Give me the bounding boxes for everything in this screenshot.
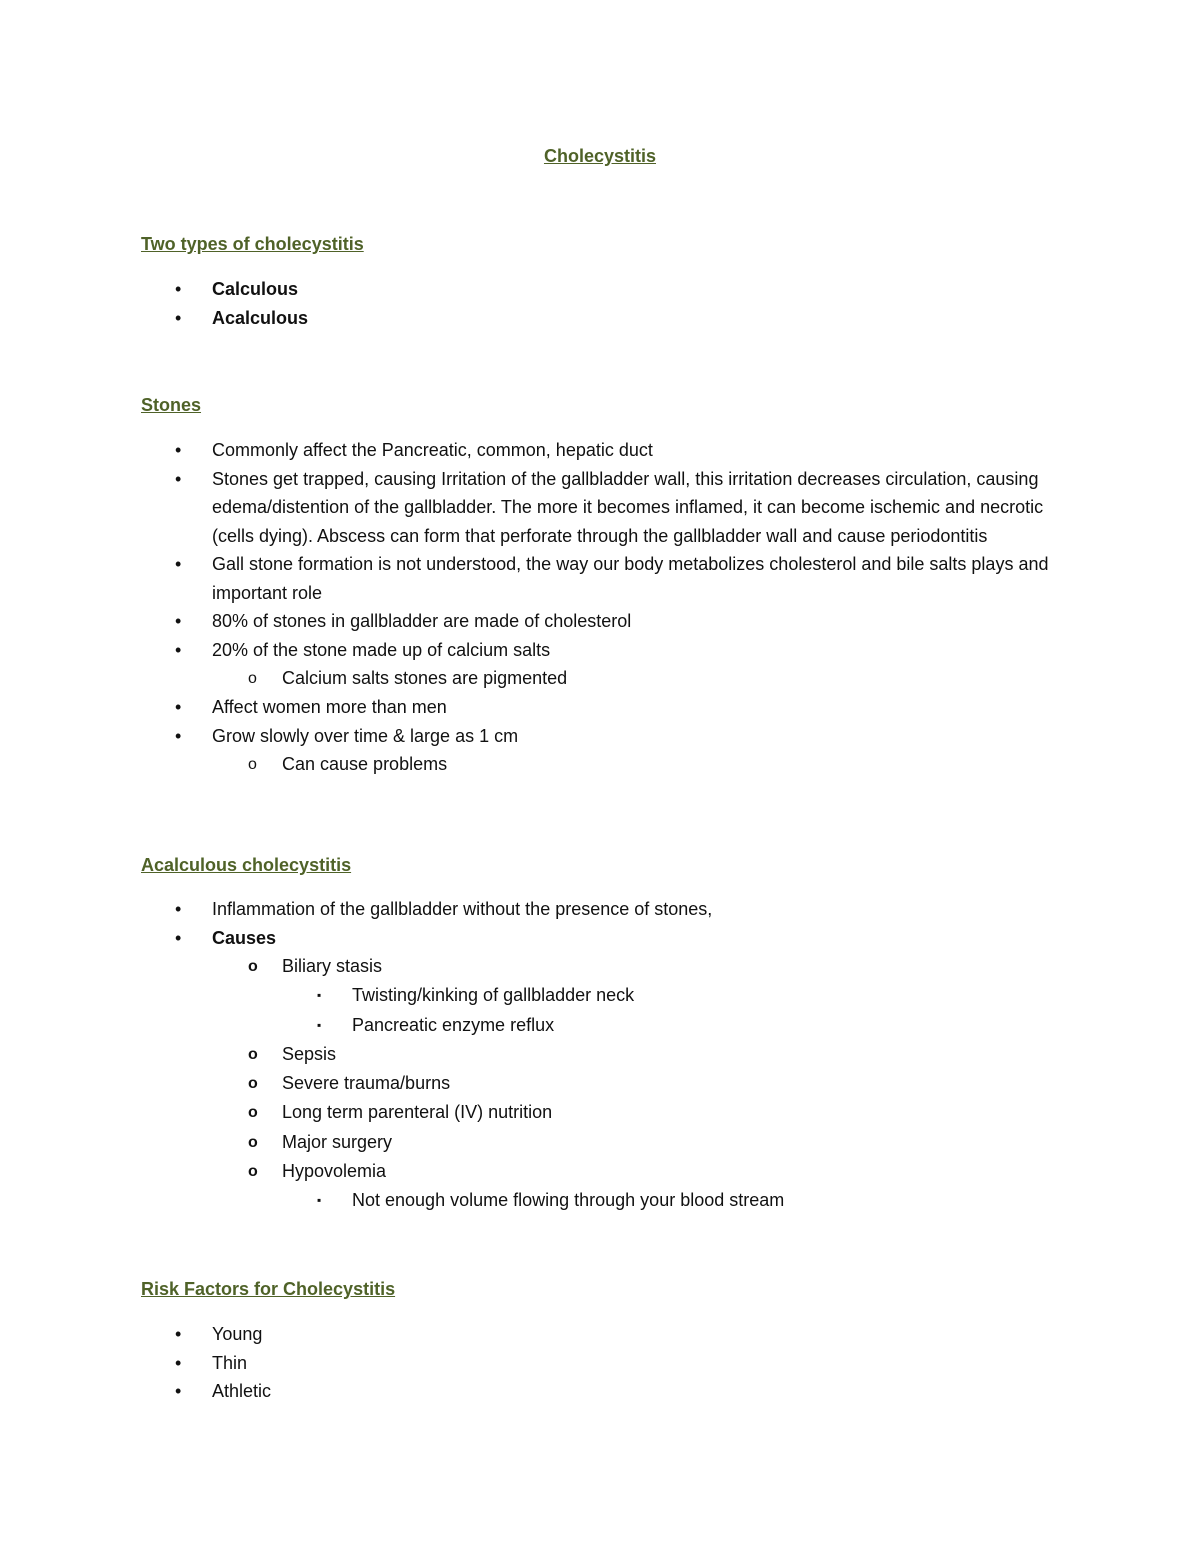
bullet-disc-icon: • <box>175 1324 182 1344</box>
sub-list-item: o Sepsis <box>141 1040 1071 1069</box>
bullet-circle-icon: o <box>248 958 258 975</box>
sub-sub-list-item: ▪ Not enough volume flowing through your blood stream <box>141 1186 1071 1215</box>
bullet-disc-icon: • <box>175 697 182 718</box>
sub-list-item: o Can cause problems <box>141 750 1071 779</box>
bullet-circle-icon: o <box>248 1075 258 1093</box>
bullet-disc-icon: • <box>175 554 182 574</box>
bullet-square-icon: ▪ <box>317 1193 322 1208</box>
bullet-disc-icon: • <box>175 611 182 631</box>
bullet-square-icon: ▪ <box>317 988 322 1003</box>
list-item: • Acalculous <box>141 304 1071 333</box>
bullet-circle-icon: o <box>248 1104 258 1122</box>
section-acalculous <box>141 852 1071 1216</box>
sub-list <box>212 664 1071 693</box>
sub-sub-list <box>282 1186 1071 1215</box>
bullet-list <box>141 436 1071 780</box>
section-heading: Acalculous cholecystitis <box>141 855 352 875</box>
bullet-list <box>141 895 1071 1216</box>
sub-sub-list-item: ▪ Twisting/kinking of gallbladder neck <box>141 981 1071 1010</box>
sub-sub-list <box>282 981 1071 1040</box>
sub-list-item: o Calcium salts stones are pigmented <box>141 664 1071 693</box>
bullet-square-icon: ▪ <box>317 1017 322 1032</box>
list-item: • Grow slowly over time & large as 1 cm o Can cause problems <box>141 722 1071 780</box>
list-item: • 80% of stones in gallbladder are made of cholesterol <box>141 607 1071 636</box>
bullet-disc-icon: • <box>175 927 182 948</box>
section-types <box>141 231 1071 332</box>
bullet-circle-icon: o <box>248 1133 258 1151</box>
bullet-disc-icon: • <box>175 279 182 299</box>
list-item: • Commonly affect the Pancreatic, common, hepatic duct <box>141 436 1071 465</box>
sub-list <box>212 750 1071 779</box>
sub-list-item: o Severe trauma/burns <box>141 1069 1071 1098</box>
bullet-list <box>141 1320 1071 1406</box>
section-heading: Risk Factors for Cholecystitis <box>141 1279 396 1299</box>
document-title: Cholecystitis <box>543 146 657 166</box>
list-item: • Athletic <box>141 1377 1071 1406</box>
bullet-disc-icon: • <box>175 1352 182 1373</box>
bullet-circle-icon: o <box>248 1045 258 1063</box>
sub-list-item: o Hypovolemia ▪ Not enough volume flowing through your blood stream <box>141 1157 1071 1216</box>
bullet-disc-icon: • <box>175 1381 182 1401</box>
list-item: • Thin <box>141 1349 1071 1378</box>
sub-list-item: o Major surgery <box>141 1128 1071 1157</box>
bullet-list <box>141 275 1071 332</box>
list-item: • Causes o Biliary stasis ▪ Twisting/kinking of gallbladder neck ▪ Pancreatic enzyme reflux o Sepsis o Severe trauma/burns o Long term parenteral (IV) nutrition o Major surgery o Hypovolemia ▪ Not enough volume flowing through your blood stream <box>141 924 1071 1216</box>
section-heading: Stones <box>141 395 202 415</box>
sub-list-item: o Long term parenteral (IV) nutrition <box>141 1098 1071 1127</box>
list-item: • Inflammation of the gallbladder without the presence of stones, <box>141 895 1071 924</box>
list-item: • Stones get trapped, causing Irritation of the gallbladder wall, this irritation decreases circulation, causing edema/distention of the gallbladder. The more it becomes inflamed, it can become ischemic and necrotic (cells dying). Abscess can form that perforate through the gallbladder wall and cause periodontitis <box>141 465 1071 551</box>
bullet-circle-icon: o <box>248 670 257 687</box>
section-risk-factors <box>141 1276 1071 1406</box>
bullet-circle-icon: o <box>248 756 257 774</box>
list-item: • 20% of the stone made up of calcium salts o Calcium salts stones are pigmented <box>141 636 1071 694</box>
bullet-disc-icon: • <box>175 440 182 460</box>
bullet-disc-icon: • <box>175 307 182 328</box>
bullet-disc-icon: • <box>175 725 182 746</box>
section-stones <box>141 392 1071 780</box>
bullet-disc-icon: • <box>175 468 182 489</box>
sub-sub-list-item: ▪ Pancreatic enzyme reflux <box>141 1011 1071 1040</box>
list-item: • Gall stone formation is not understood, the way our body metabolizes cholesterol and bile salts plays and important role <box>141 550 1071 607</box>
sub-list <box>212 952 1071 1216</box>
list-item: • Young <box>141 1320 1071 1349</box>
section-heading: Two types of cholecystitis <box>141 234 364 254</box>
bullet-disc-icon: • <box>175 899 182 919</box>
sub-list-item: o Biliary stasis ▪ Twisting/kinking of gallbladder neck ▪ Pancreatic enzyme reflux <box>141 952 1071 1040</box>
bullet-disc-icon: • <box>175 639 182 660</box>
bullet-circle-icon: o <box>248 1163 258 1181</box>
list-item: • Affect women more than men <box>141 693 1071 722</box>
list-item: • Calculous <box>141 275 1071 304</box>
